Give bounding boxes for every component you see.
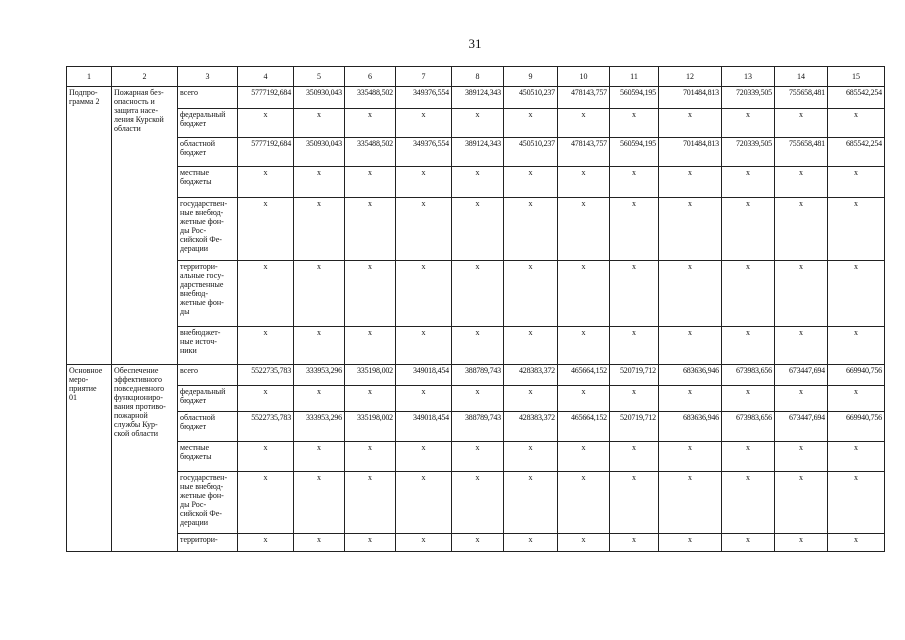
value-cell: x [345,442,396,472]
value-cell: 673983,656 [722,412,775,442]
value-cell: x [504,167,558,198]
table-row [67,442,885,472]
budget-table [66,66,885,552]
table-row [67,138,885,167]
value-cell: 685542,254 [828,87,885,109]
table-row [67,365,885,386]
value-cell: x [504,198,558,261]
value-cell: x [345,327,396,365]
header-cell: 10 [558,67,610,87]
value-cell: x [294,472,345,534]
value-cell: 389124,343 [452,87,504,109]
table-body [67,67,885,552]
value-cell: 335488,502 [345,138,396,167]
value-cell: x [504,261,558,327]
value-cell: x [775,442,828,472]
value-cell: x [238,327,294,365]
value-cell: x [504,442,558,472]
value-cell: x [345,534,396,552]
value-cell: x [558,534,610,552]
header-cell: 3 [178,67,238,87]
value-cell: x [828,198,885,261]
value-cell: 520719,712 [610,412,659,442]
value-cell: 755658,481 [775,87,828,109]
funding-source-cell: областной бюджет [178,138,238,167]
value-cell: x [610,442,659,472]
value-cell: x [396,198,452,261]
value-cell: x [345,167,396,198]
header-row [67,67,885,87]
value-cell: 388789,743 [452,365,504,386]
value-cell: x [452,109,504,138]
value-cell: x [610,534,659,552]
value-cell: x [294,198,345,261]
value-cell: x [610,472,659,534]
funding-source-cell: областной бюджет [178,412,238,442]
value-cell: 428383,372 [504,365,558,386]
value-cell: 669940,756 [828,365,885,386]
value-cell: 5777192,684 [238,138,294,167]
value-cell: 755658,481 [775,138,828,167]
value-cell: x [238,109,294,138]
value-cell: 683636,946 [659,412,722,442]
value-cell: x [828,534,885,552]
header-cell: 8 [452,67,504,87]
value-cell: 685542,254 [828,138,885,167]
funding-source-cell: всего [178,365,238,386]
program-code-cell: Основное меро- приятие 01 [67,365,112,552]
value-cell: x [452,198,504,261]
value-cell: 333953,296 [294,412,345,442]
value-cell: 465664,152 [558,365,610,386]
header-cell: 13 [722,67,775,87]
value-cell: x [722,109,775,138]
value-cell: x [238,198,294,261]
value-cell: 335198,002 [345,412,396,442]
value-cell: x [396,261,452,327]
value-cell: 465664,152 [558,412,610,442]
value-cell: x [345,261,396,327]
value-cell: 428383,372 [504,412,558,442]
value-cell: x [238,534,294,552]
value-cell: x [345,109,396,138]
value-cell: x [828,261,885,327]
value-cell: x [504,109,558,138]
value-cell: x [452,534,504,552]
value-cell: x [659,261,722,327]
value-cell: x [722,534,775,552]
value-cell: 5777192,684 [238,87,294,109]
value-cell: x [610,261,659,327]
value-cell: 701484,813 [659,138,722,167]
header-cell: 9 [504,67,558,87]
value-cell: x [828,109,885,138]
value-cell: x [238,442,294,472]
table-row [67,87,885,109]
value-cell: x [722,472,775,534]
value-cell: x [238,472,294,534]
value-cell: 5522735,783 [238,412,294,442]
funding-source-cell: федеральный бюджет [178,386,238,412]
value-cell: 683636,946 [659,365,722,386]
value-cell: 673447,694 [775,365,828,386]
value-cell: x [610,167,659,198]
value-cell: x [345,472,396,534]
value-cell: x [610,109,659,138]
value-cell: x [558,327,610,365]
value-cell: x [294,442,345,472]
value-cell: x [722,198,775,261]
value-cell: x [396,472,452,534]
value-cell: 478143,757 [558,87,610,109]
value-cell: x [610,386,659,412]
value-cell: x [775,386,828,412]
value-cell: x [722,167,775,198]
page-number: 31 [468,36,482,51]
table-row [67,261,885,327]
value-cell: x [294,261,345,327]
value-cell: x [610,198,659,261]
value-cell: x [452,167,504,198]
value-cell: 673447,694 [775,412,828,442]
value-cell: x [775,109,828,138]
value-cell: x [659,167,722,198]
value-cell: 478143,757 [558,138,610,167]
value-cell: x [775,534,828,552]
value-cell: 335488,502 [345,87,396,109]
value-cell: x [504,534,558,552]
value-cell: x [294,534,345,552]
value-cell: 349376,554 [396,87,452,109]
value-cell: x [452,386,504,412]
value-cell: x [610,327,659,365]
value-cell: 349018,454 [396,365,452,386]
value-cell: 389124,343 [452,138,504,167]
value-cell: x [504,386,558,412]
table-row [67,412,885,442]
value-cell: x [722,327,775,365]
value-cell: x [558,472,610,534]
value-cell: x [238,261,294,327]
header-cell: 15 [828,67,885,87]
header-cell: 5 [294,67,345,87]
value-cell: 350930,043 [294,87,345,109]
value-cell: x [396,386,452,412]
value-cell: 349376,554 [396,138,452,167]
value-cell: 701484,813 [659,87,722,109]
value-cell: 560594,195 [610,138,659,167]
value-cell: x [345,198,396,261]
value-cell: 720339,505 [722,138,775,167]
header-cell: 6 [345,67,396,87]
value-cell: x [828,167,885,198]
value-cell: x [396,109,452,138]
value-cell: x [396,327,452,365]
header-cell: 1 [67,67,112,87]
table-row [67,198,885,261]
header-cell: 4 [238,67,294,87]
funding-source-cell: всего [178,87,238,109]
value-cell: x [238,167,294,198]
value-cell: x [294,386,345,412]
value-cell: 335198,002 [345,365,396,386]
value-cell: x [659,198,722,261]
value-cell: 720339,505 [722,87,775,109]
value-cell: x [558,198,610,261]
program-title-cell: Пожарная без- опасность и защита насе- ления Курской области [112,87,178,365]
value-cell: 560594,195 [610,87,659,109]
table-row [67,167,885,198]
value-cell: x [659,442,722,472]
value-cell: x [396,534,452,552]
value-cell: x [396,167,452,198]
value-cell: x [558,109,610,138]
value-cell: 388789,743 [452,412,504,442]
value-cell: x [722,261,775,327]
value-cell: x [828,442,885,472]
program-code-cell: Подпро- грамма 2 [67,87,112,365]
value-cell: x [659,327,722,365]
value-cell: x [828,386,885,412]
value-cell: x [558,386,610,412]
program-title-cell: Обеспечение эффективного повседневного функциониро- вания противо- пожарной службы Кур- ской области [112,365,178,552]
value-cell: x [775,261,828,327]
value-cell: x [504,472,558,534]
value-cell: x [396,442,452,472]
header-cell: 7 [396,67,452,87]
value-cell: 520719,712 [610,365,659,386]
value-cell: x [558,261,610,327]
table-row [67,534,885,552]
value-cell: x [775,167,828,198]
value-cell: 350930,043 [294,138,345,167]
value-cell: x [294,327,345,365]
funding-source-cell: федеральный бюджет [178,109,238,138]
value-cell: x [558,442,610,472]
value-cell: x [659,472,722,534]
value-cell: 450510,237 [504,138,558,167]
funding-source-cell: внебюджет- ные источ- ники [178,327,238,365]
header-cell: 12 [659,67,722,87]
value-cell: x [722,386,775,412]
table-row [67,109,885,138]
value-cell: x [452,442,504,472]
value-cell: x [659,109,722,138]
funding-source-cell: территори- альные госу- дарственные внебюд- жетные фон- ды [178,261,238,327]
funding-source-cell: государствен- ные внебюд- жетные фон- ды Рос- сийской Фе- дерации [178,198,238,261]
value-cell: x [722,442,775,472]
value-cell: x [452,261,504,327]
value-cell: 450510,237 [504,87,558,109]
header-cell: 2 [112,67,178,87]
value-cell: x [775,327,828,365]
value-cell: x [345,386,396,412]
table-row [67,327,885,365]
value-cell: 5522735,783 [238,365,294,386]
value-cell: 669940,756 [828,412,885,442]
funding-source-cell: государствен- ные внебюд- жетные фон- ды Рос- сийской Фе- дерации [178,472,238,534]
header-cell: 14 [775,67,828,87]
value-cell: x [659,534,722,552]
value-cell: x [828,327,885,365]
table-row [67,472,885,534]
value-cell: x [452,472,504,534]
value-cell: 333953,296 [294,365,345,386]
funding-source-cell: территори- [178,534,238,552]
value-cell: x [452,327,504,365]
value-cell: 349018,454 [396,412,452,442]
value-cell: x [294,109,345,138]
value-cell: 673983,656 [722,365,775,386]
funding-source-cell: местные бюджеты [178,442,238,472]
value-cell: x [775,198,828,261]
funding-source-cell: местные бюджеты [178,167,238,198]
value-cell: x [558,167,610,198]
value-cell: x [294,167,345,198]
header-cell: 11 [610,67,659,87]
value-cell: x [775,472,828,534]
value-cell: x [238,386,294,412]
value-cell: x [828,472,885,534]
value-cell: x [659,386,722,412]
table-row [67,386,885,412]
value-cell: x [504,327,558,365]
